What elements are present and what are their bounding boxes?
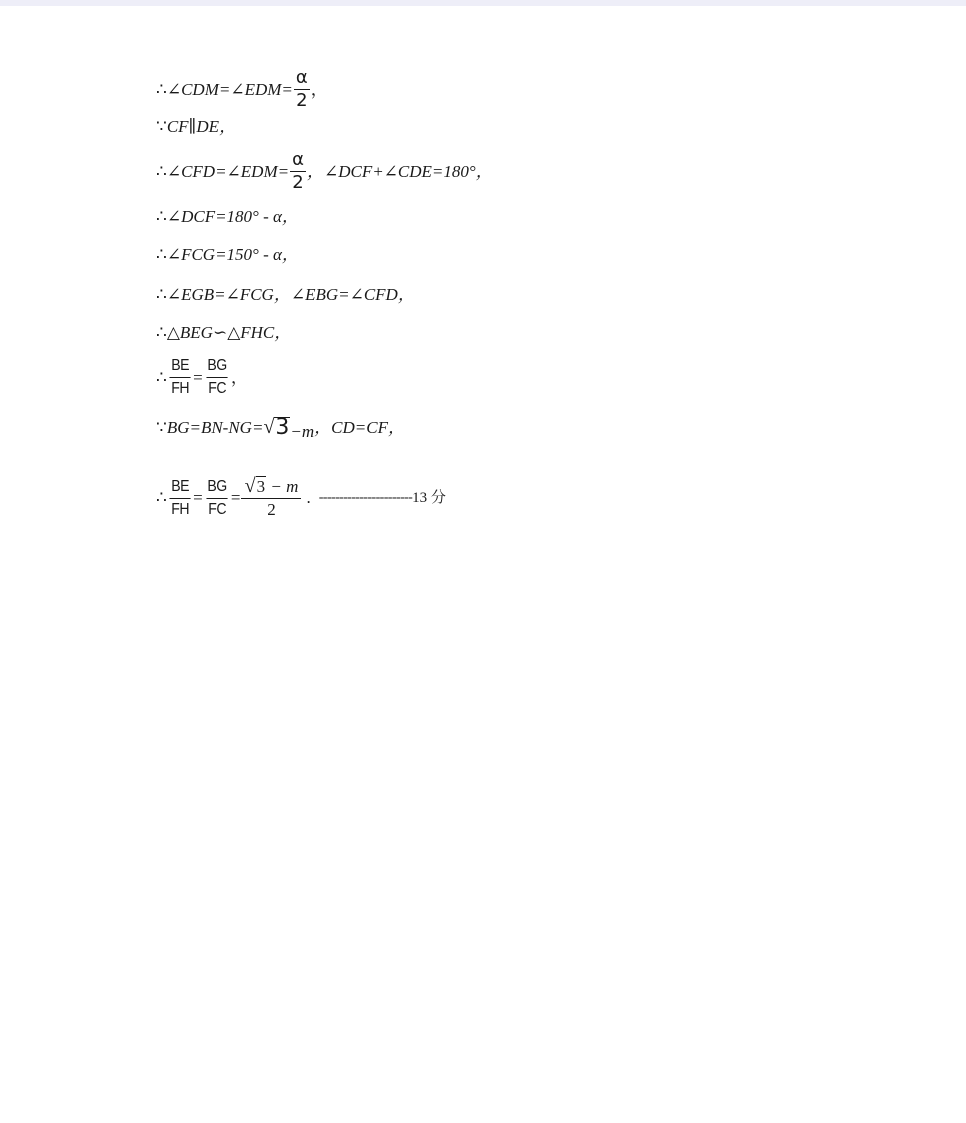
therefore-symbol: ∴ (156, 161, 167, 181)
proof-line-5 (156, 245, 299, 265)
equals-sign: = (230, 488, 241, 507)
fraction-bg-over-fc (204, 477, 230, 520)
equals-sign: = (193, 488, 203, 507)
radical-sign: √ (263, 416, 275, 438)
angle-equation: ∠CFD=∠EDM= (166, 161, 290, 181)
fraction-denominator: 2 (292, 172, 304, 193)
therefore-symbol: ∴ (156, 367, 167, 387)
proof-line-2 (156, 117, 236, 137)
fraction-denominator: FC (206, 498, 227, 520)
proof-line-7 (156, 323, 291, 343)
fraction-denominator: FH (169, 377, 190, 399)
fraction-alpha-over-2 (294, 68, 310, 111)
angle-equation: ∠CDM=∠EDM= (166, 79, 293, 99)
fraction-denominator: 2 (241, 498, 301, 520)
proof-line-9 (156, 415, 405, 441)
therefore-symbol: ∴ (156, 79, 167, 99)
sqrt-3 (263, 417, 290, 438)
proof-line-8 (156, 356, 248, 399)
line-tail: ， (310, 79, 328, 99)
fraction-denominator: FC (206, 377, 227, 399)
similarity-statement: △BEG∽△FHC， (166, 323, 292, 342)
period: . (306, 488, 311, 507)
line-tail: ，∠DCF+∠CDE=180°， (306, 161, 493, 181)
line-tail: ， (230, 367, 248, 387)
therefore-symbol: ∴ (156, 207, 167, 226)
because-symbol: ∵ (156, 117, 167, 136)
proof-line-1 (156, 68, 328, 111)
proof-line-3 (156, 150, 493, 193)
proof-line-6 (156, 285, 415, 305)
fraction-bg-over-fc (204, 356, 230, 399)
minus-m: − m (266, 477, 299, 496)
score-label: 13 分 (412, 490, 446, 506)
angle-equation: ∠FCG=150° - α， (166, 245, 299, 264)
therefore-symbol: ∴ (156, 488, 167, 507)
fraction-denominator: 2 (296, 90, 308, 111)
therefore-symbol: ∴ (156, 285, 167, 304)
fraction-numerator: BG (207, 357, 227, 374)
fraction-numerator (243, 476, 301, 498)
fraction-alpha-over-2 (290, 150, 306, 193)
minus-m: −m (290, 421, 315, 441)
therefore-symbol: ∴ (156, 245, 167, 264)
radicand: 3 (256, 477, 266, 496)
line-tail: ，CD=CF， (314, 417, 405, 437)
fraction-be-over-fh (168, 477, 192, 520)
top-border (0, 0, 966, 6)
radicand: 3 (275, 415, 290, 440)
because-symbol: ∵ (156, 417, 167, 437)
fraction-numerator: α (295, 67, 308, 88)
equals-sign: = (193, 367, 203, 387)
fraction-numerator: BE (171, 357, 189, 374)
parallel-statement: CF∥DE， (166, 117, 237, 136)
fraction-denominator: FH (169, 498, 190, 520)
fraction-numerator: BE (171, 477, 189, 495)
score-dashes: ----------------------- (318, 490, 413, 505)
proof-line-10 (156, 476, 446, 520)
fraction-result (241, 476, 301, 520)
therefore-symbol: ∴ (156, 323, 167, 342)
fraction-numerator: BG (207, 477, 227, 495)
angle-equation: ∠DCF=180° - α， (166, 207, 299, 226)
sqrt-3 (245, 476, 266, 497)
radical-sign: √ (244, 475, 256, 497)
bg-equation: BG=BN-NG= (166, 417, 264, 437)
fraction-be-over-fh (168, 356, 192, 399)
angle-equation: ∠EGB=∠FCG，∠EBG=∠CFD， (166, 285, 415, 304)
proof-line-4 (156, 207, 299, 227)
fraction-numerator: α (292, 149, 304, 170)
